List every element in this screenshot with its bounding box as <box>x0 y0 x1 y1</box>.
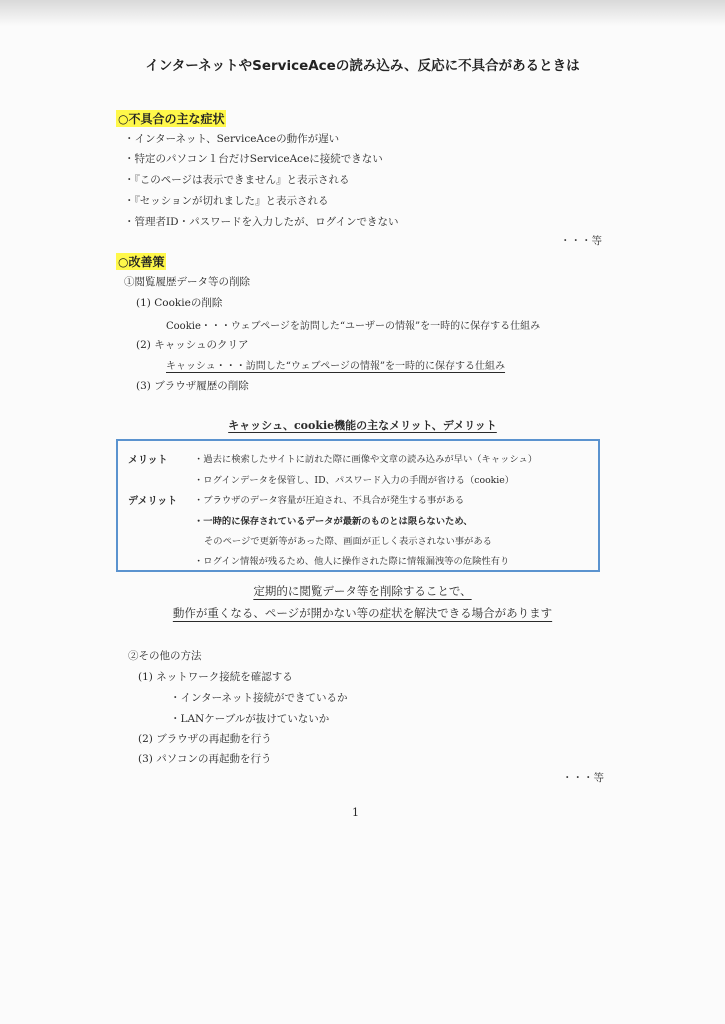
merit-item: ・過去に検索したサイトに訪れた際に画像や文章の読み込みが早い（キャッシュ） <box>194 454 538 465</box>
improvement-heading: ○改善策 <box>118 255 165 269</box>
symptom-item: ・『セッションが切れました』と表示される <box>124 195 329 207</box>
network-item: (1) ネットワーク接続を確認する <box>138 671 293 683</box>
demerit-item: ・一時的に保存されているデータが最新のものとは限らないため、 <box>194 516 473 527</box>
summary-line: 動作が重くなる、ページが開かない等の症状を解決できる場合があります <box>172 606 553 620</box>
browser-restart-item: (2) ブラウザの再起動を行う <box>138 733 272 745</box>
symptom-item: ・インターネット、ServiceAceの動作が遅い <box>124 133 340 145</box>
document-title: インターネットやServiceAceの読み込み、反応に不具合があるときは <box>145 58 580 74</box>
symptoms-heading: ○不具合の主な症状 <box>118 112 225 126</box>
other-etc: ・・・等 <box>562 772 604 784</box>
demerit-item: ・ログイン情報が残るため、他人に操作された際に情報漏洩等の危険性有り <box>194 556 510 567</box>
pc-restart-item: (3) パソコンの再起動を行う <box>138 753 272 765</box>
page-number: 1 <box>352 806 359 819</box>
symptom-item: ・特定のパソコン１台だけServiceAceに接続できない <box>124 153 383 165</box>
network-sub-item: ・インターネット接続ができているか <box>170 692 348 704</box>
cookie-item: (1) Cookieの削除 <box>136 297 223 309</box>
symptom-item: ・『このページは表示できません』と表示される <box>124 174 350 186</box>
cookie-description: Cookie・・・ウェブページを訪問した“ユーザーの情報”を一時的に保存する仕組み <box>166 321 541 332</box>
demerit-item: ・ブラウザのデータ容量が圧迫され、不具合が発生する事がある <box>194 495 465 506</box>
merit-item: ・ログインデータを保管し、ID、パスワード入力の手間が省ける（cookie） <box>194 475 515 486</box>
demerit-label: デメリット <box>128 496 178 507</box>
merit-label: メリット <box>128 455 168 466</box>
merits-heading: キャッシュ、cookie機能の主なメリット、デメリット <box>228 419 497 432</box>
network-sub-item: ・LANケーブルが抜けていないか <box>170 713 330 725</box>
history-item: (3) ブラウザ履歴の削除 <box>136 380 249 392</box>
section-2-title: ②その他の方法 <box>128 650 202 662</box>
cache-item: (2) キャッシュのクリア <box>136 339 249 351</box>
symptoms-etc: ・・・等 <box>560 235 602 247</box>
merits-box <box>116 439 600 572</box>
cache-description: キャッシュ・・・訪問した“ウェブページの情報”を一時的に保存する仕組み <box>166 361 506 372</box>
section-1-title: ①閲覧履歴データ等の削除 <box>124 276 250 288</box>
symptom-item: ・管理者ID・パスワードを入力したが、ログインできない <box>124 216 399 228</box>
demerit-item: そのページで更新等があった際、画面が正しく表示されない事がある <box>204 536 492 547</box>
scan-edge <box>0 0 725 26</box>
summary-line: 定期的に閲覧データ等を削除することで、 <box>253 584 472 598</box>
